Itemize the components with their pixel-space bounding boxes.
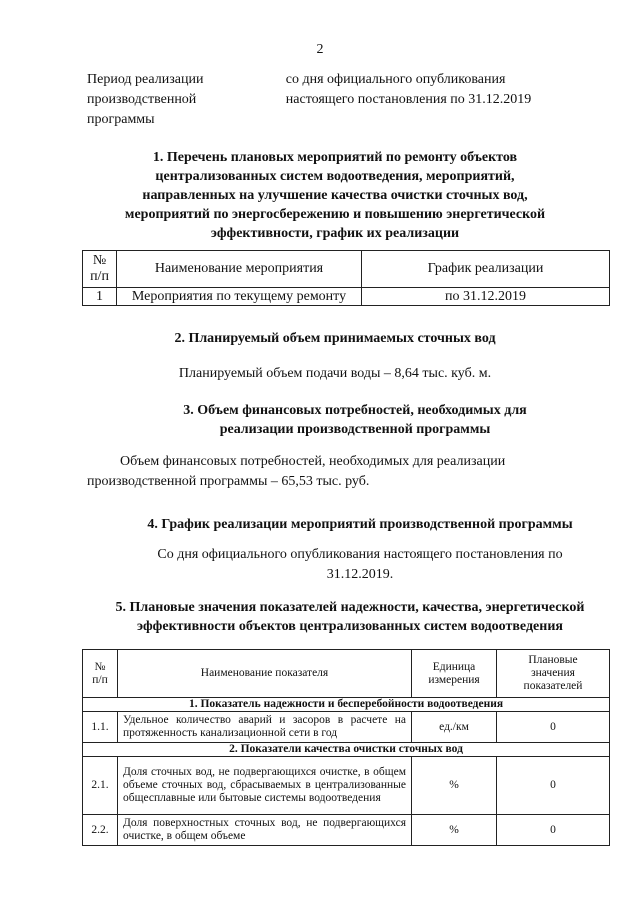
- measures-cell-num: 1: [83, 288, 117, 306]
- row-1-1-value: 0: [497, 712, 610, 743]
- row-1-1-unit: ед./км: [412, 712, 497, 743]
- table-row: [83, 757, 610, 815]
- indicators-group-2: 2. Показатели качества очистки сточных вод: [83, 743, 610, 757]
- row-2-2-name: Доля поверхностных сточных вод, не подвергающихся очистке, в общем объеме: [118, 815, 412, 846]
- row-1-1-num: 1.1.: [83, 712, 118, 743]
- section4-text-line1: Со дня официального опубликования настоящего постановления по: [157, 547, 563, 562]
- period-value: со дня официального опубликования настоящего постановления по 31.12.2019: [285, 72, 532, 107]
- row-2-1-name: Доля сточных вод, не подвергающихся очистке, в общем объеме сточных вод, сбрасываемых в централизованные общесплавные или бытовые системы водоотведения: [118, 757, 412, 815]
- indicators-group-1: 1. Показатель надежности и бесперебойности водоотведения: [83, 698, 610, 712]
- indicators-col-name: Наименование показателя: [118, 650, 412, 698]
- row-2-1-value: 0: [497, 757, 610, 815]
- indicators-col-unit: Единица измерения: [412, 650, 497, 698]
- section1-heading: 1. Перечень плановых мероприятий по ремонту объектов централизованных систем водоотведения, мероприятий, направленных на улучшение качества очистки сточных вод, мероприятий по энергосбережению и повышению энергетической эффективности, график их реализации: [124, 150, 546, 241]
- section2-text: Планируемый объем подачи воды – 8,64 тыс. куб. м.: [178, 366, 492, 381]
- period-block: [87, 70, 567, 130]
- measures-cell-name: Мероприятия по текущему ремонту: [117, 288, 362, 306]
- measures-col-name: Наименование мероприятия: [117, 251, 362, 288]
- measures-col-schedule: График реализации: [362, 251, 610, 288]
- indicators-col-num: № п/п: [83, 650, 118, 698]
- section5-heading: 5. Плановые значения показателей надежности, качества, энергетической эффективности объектов централизованных систем водоотведения: [115, 600, 585, 634]
- indicators-col-value: Плановые значения показателей: [497, 650, 610, 698]
- section3-heading: 3. Объем финансовых потребностей, необходимых для реализации производственной программы: [183, 403, 527, 437]
- section3-text-line1: Объем финансовых потребностей, необходимых для реализации: [120, 454, 506, 469]
- table-row: [83, 815, 610, 846]
- row-2-1-num: 2.1.: [83, 757, 118, 815]
- row-2-2-unit: %: [412, 815, 497, 846]
- measures-cell-schedule: по 31.12.2019: [362, 288, 610, 306]
- table-row: [83, 288, 610, 306]
- page-number: 2: [316, 42, 324, 57]
- row-2-2-num: 2.2.: [83, 815, 118, 846]
- row-1-1-name: Удельное количество аварий и засоров в расчете на протяженность канализационной сети в год: [118, 712, 412, 743]
- period-label: Период реализации производственной программы: [87, 72, 204, 127]
- section4-text-line2: 31.12.2019.: [326, 567, 394, 582]
- section3-text-line2: производственной программы – 65,53 тыс. руб.: [87, 474, 370, 489]
- section2-heading: 2. Планируемый объем принимаемых сточных вод: [174, 331, 496, 346]
- table-row: [83, 712, 610, 743]
- indicators-table: [82, 649, 610, 846]
- measures-col-num: № п/п: [83, 251, 117, 288]
- section4-heading: 4. График реализации мероприятий производственной программы: [147, 517, 573, 532]
- row-2-2-value: 0: [497, 815, 610, 846]
- measures-table: [82, 250, 610, 306]
- row-2-1-unit: %: [412, 757, 497, 815]
